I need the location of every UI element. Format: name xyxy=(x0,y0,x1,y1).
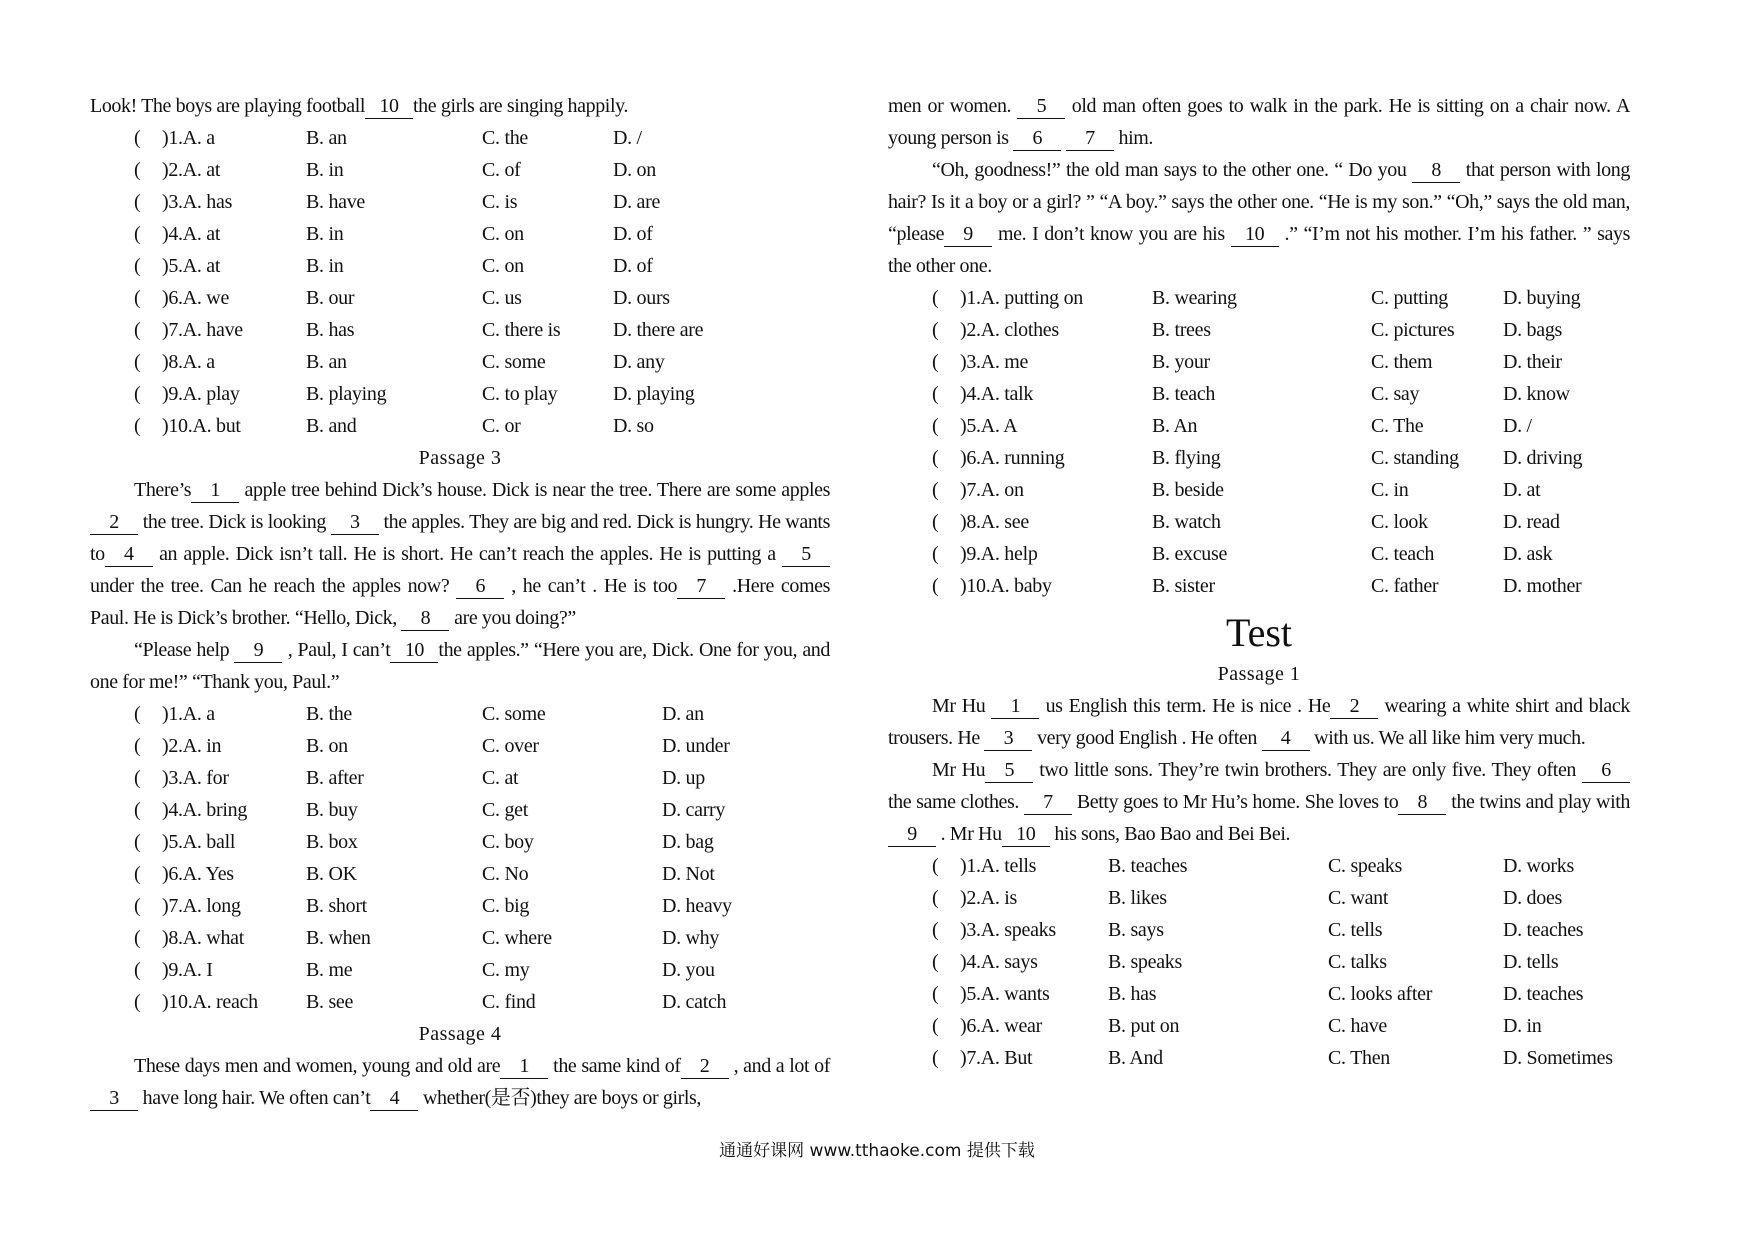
option-b: B. and xyxy=(306,415,357,437)
answer-paren: ( xyxy=(134,223,141,245)
option-b: B. an xyxy=(306,351,347,373)
option-d: D. why xyxy=(662,927,720,949)
question-number: )8.A. see xyxy=(960,511,1029,533)
option-row xyxy=(888,282,1630,314)
answer-paren: ( xyxy=(134,735,141,757)
option-c: C. want xyxy=(1328,887,1389,909)
question-number: )8.A. what xyxy=(162,927,244,949)
option-c: C. in xyxy=(1371,479,1409,501)
answer-paren: ( xyxy=(134,191,141,213)
option-d: D. heavy xyxy=(662,895,732,917)
option-d: D. Sometimes xyxy=(1503,1047,1613,1069)
option-c: C. big xyxy=(482,895,530,917)
answer-paren: ( xyxy=(932,855,939,877)
question-number: )1.A. tells xyxy=(960,855,1037,877)
blank: 8 xyxy=(401,606,449,631)
option-b: B. me xyxy=(306,959,353,981)
option-row xyxy=(90,730,830,762)
passage-2-last-line: Look! The boys are playing football 10 the girls are singing happily. xyxy=(90,95,629,117)
answer-paren: ( xyxy=(134,703,141,725)
blank: 7 xyxy=(1024,790,1072,815)
option-b: B. teaches xyxy=(1108,855,1188,877)
option-row xyxy=(90,410,830,442)
answer-paren: ( xyxy=(932,983,939,1005)
right-column xyxy=(888,90,1630,1074)
option-d: D. mother xyxy=(1503,575,1582,597)
blank: 7 xyxy=(1066,126,1114,151)
question-number: )4.A. at xyxy=(162,223,221,245)
option-c: C. some xyxy=(482,703,546,725)
option-c: C. look xyxy=(1371,511,1428,533)
option-c: C. looks after xyxy=(1328,983,1433,1005)
option-row xyxy=(90,282,830,314)
option-c: C. over xyxy=(482,735,539,757)
option-row xyxy=(90,218,830,250)
option-row xyxy=(888,506,1630,538)
option-row xyxy=(90,378,830,410)
answer-paren: ( xyxy=(134,831,141,853)
answer-paren: ( xyxy=(932,383,939,405)
option-c: C. some xyxy=(482,351,546,373)
answer-paren: ( xyxy=(932,1047,939,1069)
question-number: )5.A. at xyxy=(162,255,221,277)
option-row xyxy=(90,154,830,186)
option-d: D. does xyxy=(1503,887,1563,909)
option-d: D. their xyxy=(1503,351,1562,373)
option-row xyxy=(90,986,830,1018)
option-b: B. And xyxy=(1108,1047,1163,1069)
option-b: B. trees xyxy=(1152,319,1211,341)
answer-paren: ( xyxy=(932,887,939,909)
option-d: D. / xyxy=(1503,415,1532,437)
blank: 10 xyxy=(365,94,413,119)
option-c: C. or xyxy=(482,415,521,437)
answer-paren: ( xyxy=(134,255,141,277)
option-d: D. on xyxy=(613,159,656,181)
option-b: B. flying xyxy=(1152,447,1221,469)
option-d: D. playing xyxy=(613,383,695,405)
option-d: D. you xyxy=(662,959,715,981)
option-d: D. know xyxy=(1503,383,1570,405)
answer-paren: ( xyxy=(134,991,141,1013)
option-row xyxy=(888,914,1630,946)
answer-paren: ( xyxy=(932,1015,939,1037)
option-b: B. an xyxy=(306,127,347,149)
question-number: )2.A. at xyxy=(162,159,221,181)
option-b: B. have xyxy=(306,191,365,213)
option-c: C. is xyxy=(482,191,518,213)
option-c: C. putting xyxy=(1371,287,1449,309)
answer-paren: ( xyxy=(932,511,939,533)
option-c: C. talks xyxy=(1328,951,1387,973)
answer-paren: ( xyxy=(932,351,939,373)
option-d: D. bag xyxy=(662,831,714,853)
option-b: B. in xyxy=(306,223,344,245)
passage-3-options xyxy=(90,698,830,1018)
question-number: )10.A. but xyxy=(162,415,241,437)
option-b: B. see xyxy=(306,991,354,1013)
blank: 3 xyxy=(331,510,379,535)
question-number: )1.A. a xyxy=(162,127,215,149)
passage-4-options xyxy=(888,282,1630,602)
question-number: )6.A. we xyxy=(162,287,230,309)
passage-3-text-2: “Please help 9 , Paul, I can’t 10 the apples.” “Here you are, Dick. One for you, and one for me!” “Thank you, Paul.” xyxy=(90,639,831,693)
option-c: C. father xyxy=(1371,575,1439,597)
option-row xyxy=(90,122,830,154)
option-d: D. buying xyxy=(1503,287,1581,309)
option-c: C. tells xyxy=(1328,919,1383,941)
option-d: D. driving xyxy=(1503,447,1583,469)
blank: 6 xyxy=(1582,758,1630,783)
blank: 8 xyxy=(1412,158,1460,183)
passage-2-options xyxy=(90,122,830,442)
question-number: )1.A. putting on xyxy=(960,287,1083,309)
option-d: D. there are xyxy=(613,319,704,341)
option-d: D. read xyxy=(1503,511,1560,533)
option-d: D. ask xyxy=(1503,543,1553,565)
option-c: C. say xyxy=(1371,383,1420,405)
option-c: C. the xyxy=(482,127,528,149)
question-number: )4.A. says xyxy=(960,951,1038,973)
option-b: B. when xyxy=(306,927,371,949)
question-number: )3.A. me xyxy=(960,351,1029,373)
option-c: C. speaks xyxy=(1328,855,1402,877)
option-d: D. at xyxy=(1503,479,1541,501)
blank: 6 xyxy=(1013,126,1061,151)
option-c: C. them xyxy=(1371,351,1433,373)
answer-paren: ( xyxy=(134,415,141,437)
question-number: )2.A. clothes xyxy=(960,319,1059,341)
blank: 5 xyxy=(782,542,830,567)
question-number: )6.A. Yes xyxy=(162,863,234,885)
option-b: B. beside xyxy=(1152,479,1224,501)
option-row xyxy=(888,1042,1630,1074)
passage-3-title: Passage 3 xyxy=(418,447,502,469)
option-c: C. my xyxy=(482,959,530,981)
option-row xyxy=(888,570,1630,602)
option-b: B. watch xyxy=(1152,511,1221,533)
answer-paren: ( xyxy=(134,895,141,917)
option-c: C. to play xyxy=(482,383,558,405)
blank: 6 xyxy=(456,574,504,599)
blank: 5 xyxy=(985,758,1033,783)
passage-4-text: These days men and women, young and old are 1 the same kind of 2 , and a lot of 3 have long hair. We often can’t 4 whether(是否)they are boys or girls, xyxy=(90,1050,830,1114)
option-d: D. works xyxy=(1503,855,1574,877)
option-d: D. Not xyxy=(662,863,715,885)
option-d: D. catch xyxy=(662,991,727,1013)
option-row xyxy=(90,890,830,922)
passage-4-title: Passage 4 xyxy=(418,1023,502,1045)
blank: 10 xyxy=(1002,822,1050,847)
blank: 9 xyxy=(234,638,282,663)
question-number: )8.A. a xyxy=(162,351,215,373)
option-row xyxy=(90,954,830,986)
blank: 10 xyxy=(390,638,438,663)
option-b: B. excuse xyxy=(1152,543,1228,565)
question-number: )9.A. I xyxy=(162,959,213,981)
option-b: B. on xyxy=(306,735,348,757)
passage-3-text: There’s 1 apple tree behind Dick’s house. Dick is near the tree. There are some apples2 the tree. Dick is looking 3 the apples. They are big and red. Dick is hungry. He wants to 4 an apple. Dick isn’t tall. He is short. He can’t reach the apples. He is putting a 5 under the tree. Can he reach the apples now? 6 , he can’t . He is too 7 .Here comes Paul. He is Dick’s brother. “Hello, Dick, 8 are you doing?” xyxy=(90,479,831,629)
option-row xyxy=(90,346,830,378)
question-number: )4.A. bring xyxy=(162,799,248,821)
answer-paren: ( xyxy=(134,319,141,341)
answer-paren: ( xyxy=(134,159,141,181)
option-d: D. of xyxy=(613,255,653,277)
option-row xyxy=(888,442,1630,474)
question-number: )5.A. A xyxy=(960,415,1018,437)
blank: 9 xyxy=(944,222,992,247)
option-b: B. likes xyxy=(1108,887,1167,909)
blank: 10 xyxy=(1231,222,1279,247)
blank: 3 xyxy=(90,1086,138,1111)
question-number: )7.A. long xyxy=(162,895,241,917)
blank: 5 xyxy=(1017,94,1065,119)
option-b: B. sister xyxy=(1152,575,1215,597)
blank: 8 xyxy=(1398,790,1446,815)
option-b: B. after xyxy=(306,767,364,789)
blank: 4 xyxy=(105,542,153,567)
answer-paren: ( xyxy=(932,543,939,565)
option-row xyxy=(888,474,1630,506)
option-c: C. at xyxy=(482,767,519,789)
answer-paren: ( xyxy=(932,575,939,597)
answer-paren: ( xyxy=(134,927,141,949)
option-row xyxy=(90,186,830,218)
option-d: D. teaches xyxy=(1503,919,1584,941)
option-b: B. wearing xyxy=(1152,287,1237,309)
option-c: C. on xyxy=(482,255,524,277)
option-c: C. have xyxy=(1328,1015,1387,1037)
question-number: )2.A. is xyxy=(960,887,1018,909)
option-b: B. speaks xyxy=(1108,951,1182,973)
answer-paren: ( xyxy=(134,799,141,821)
option-d: D. an xyxy=(662,703,704,725)
option-b: B. in xyxy=(306,255,344,277)
option-b: B. your xyxy=(1152,351,1210,373)
test-passage-1-text: Mr Hu 1 us English this term. He is nice . He 2 wearing a white shirt and black trousers. He 3 very good English . He often 4 with us. We all like him very much. xyxy=(888,695,1630,749)
option-c: C. The xyxy=(1371,415,1424,437)
option-row xyxy=(888,538,1630,570)
question-number: )3.A. speaks xyxy=(960,919,1056,941)
question-number: )1.A. a xyxy=(162,703,215,725)
option-b: B. in xyxy=(306,159,344,181)
option-row xyxy=(888,882,1630,914)
blank: 2 xyxy=(90,510,138,535)
option-d: D. so xyxy=(613,415,654,437)
option-b: B. buy xyxy=(306,799,358,821)
option-c: C. find xyxy=(482,991,536,1013)
question-number: )6.A. wear xyxy=(960,1015,1042,1037)
option-d: D. carry xyxy=(662,799,726,821)
answer-paren: ( xyxy=(134,767,141,789)
answer-paren: ( xyxy=(134,127,141,149)
option-c: C. where xyxy=(482,927,552,949)
option-d: D. bags xyxy=(1503,319,1563,341)
blank: 9 xyxy=(888,822,936,847)
blank: 4 xyxy=(1262,726,1310,751)
question-number: )4.A. talk xyxy=(960,383,1034,405)
option-c: C. Then xyxy=(1328,1047,1390,1069)
option-row xyxy=(90,826,830,858)
question-number: )7.A. on xyxy=(960,479,1024,501)
answer-paren: ( xyxy=(134,863,141,885)
question-number: )2.A. in xyxy=(162,735,222,757)
option-row xyxy=(90,794,830,826)
option-d: D. are xyxy=(613,191,661,213)
option-c: C. of xyxy=(482,159,521,181)
passage-4-continued-2: “Oh, goodness!” the old man says to the other one. “ Do you 8 that person with long hair? Is it a boy or a girl? ” “A boy.” says the other one. “He is my son.” “Oh,” says the old man, “please 9 me. I don’t know you are his 10 .” “I’m not his mother. I’m his father. ” says the other one. xyxy=(888,159,1630,277)
test-passage-1-options xyxy=(888,850,1630,1074)
answer-paren: ( xyxy=(932,415,939,437)
option-b: B. playing xyxy=(306,383,387,405)
option-row xyxy=(888,1010,1630,1042)
option-d: D. under xyxy=(662,735,730,757)
answer-paren: ( xyxy=(932,479,939,501)
question-number: )7.A. have xyxy=(162,319,243,341)
option-b: B. the xyxy=(306,703,352,725)
option-row xyxy=(90,762,830,794)
option-d: D. tells xyxy=(1503,951,1559,973)
question-number: )3.A. has xyxy=(162,191,233,213)
question-number: )10.A. reach xyxy=(162,991,258,1013)
footer-credit: 通通好课网 www.tthaoke.com 提供下载 xyxy=(719,1141,1035,1161)
option-c: C. pictures xyxy=(1371,319,1455,341)
test-passage-1-title: Passage 1 xyxy=(1217,663,1301,685)
option-c: C. get xyxy=(482,799,528,821)
blank: 2 xyxy=(1330,694,1378,719)
question-number: )7.A. But xyxy=(960,1047,1033,1069)
option-row xyxy=(888,410,1630,442)
blank: 2 xyxy=(681,1054,729,1079)
option-b: B. has xyxy=(1108,983,1157,1005)
option-row xyxy=(888,346,1630,378)
option-d: D. of xyxy=(613,223,653,245)
option-c: C. teach xyxy=(1371,543,1435,565)
answer-paren: ( xyxy=(932,287,939,309)
option-c: C. boy xyxy=(482,831,534,853)
option-d: D. up xyxy=(662,767,705,789)
test-heading: Test xyxy=(1225,610,1293,655)
question-number: )9.A. play xyxy=(162,383,240,405)
option-row xyxy=(90,858,830,890)
blank: 1 xyxy=(191,478,239,503)
left-column xyxy=(90,90,830,1114)
option-row xyxy=(888,946,1630,978)
option-c: C. on xyxy=(482,223,524,245)
answer-paren: ( xyxy=(134,959,141,981)
option-b: B. has xyxy=(306,319,355,341)
question-number: )5.A. ball xyxy=(162,831,236,853)
option-row xyxy=(888,378,1630,410)
blank: 4 xyxy=(370,1086,418,1111)
option-d: D. / xyxy=(613,127,642,149)
blank: 7 xyxy=(677,574,725,599)
question-number: )9.A. help xyxy=(960,543,1038,565)
answer-paren: ( xyxy=(134,287,141,309)
passage-4-continued: men or women. 5 old man often goes to walk in the park. He is sitting on a chair now. A young person is 6 7 him. xyxy=(888,95,1630,149)
option-row xyxy=(888,850,1630,882)
question-number: )3.A. for xyxy=(162,767,229,789)
question-number: )10.A. baby xyxy=(960,575,1052,597)
option-b: B. short xyxy=(306,895,367,917)
question-number: )5.A. wants xyxy=(960,983,1050,1005)
option-b: B. An xyxy=(1152,415,1198,437)
option-row xyxy=(90,922,830,954)
answer-paren: ( xyxy=(134,351,141,373)
option-b: B. says xyxy=(1108,919,1164,941)
option-b: B. box xyxy=(306,831,358,853)
option-d: D. any xyxy=(613,351,665,373)
option-d: D. in xyxy=(1503,1015,1542,1037)
option-b: B. put on xyxy=(1108,1015,1180,1037)
option-b: B. OK xyxy=(306,863,357,885)
answer-paren: ( xyxy=(932,951,939,973)
option-b: B. our xyxy=(306,287,355,309)
option-c: C. there is xyxy=(482,319,561,341)
option-row xyxy=(90,314,830,346)
option-row xyxy=(888,978,1630,1010)
question-number: )6.A. running xyxy=(960,447,1065,469)
option-d: D. ours xyxy=(613,287,670,309)
answer-paren: ( xyxy=(134,383,141,405)
blank: 3 xyxy=(984,726,1032,751)
answer-paren: ( xyxy=(932,447,939,469)
option-row xyxy=(90,698,830,730)
blank: 1 xyxy=(991,694,1039,719)
option-row xyxy=(90,250,830,282)
option-c: C. standing xyxy=(1371,447,1459,469)
blank: 1 xyxy=(500,1054,548,1079)
answer-paren: ( xyxy=(932,919,939,941)
test-passage-1-text-2: Mr Hu 5 two little sons. They’re twin brothers. They are only five. They often 6 the same clothes. 7 Betty goes to Mr Hu’s home. She loves to 8 the twins and play with9 . Mr Hu 10 his sons, Bao Bao and Bei Bei. xyxy=(888,759,1630,845)
option-d: D. teaches xyxy=(1503,983,1584,1005)
option-b: B. teach xyxy=(1152,383,1216,405)
answer-paren: ( xyxy=(932,319,939,341)
option-c: C. No xyxy=(482,863,529,885)
option-c: C. us xyxy=(482,287,522,309)
option-row xyxy=(888,314,1630,346)
